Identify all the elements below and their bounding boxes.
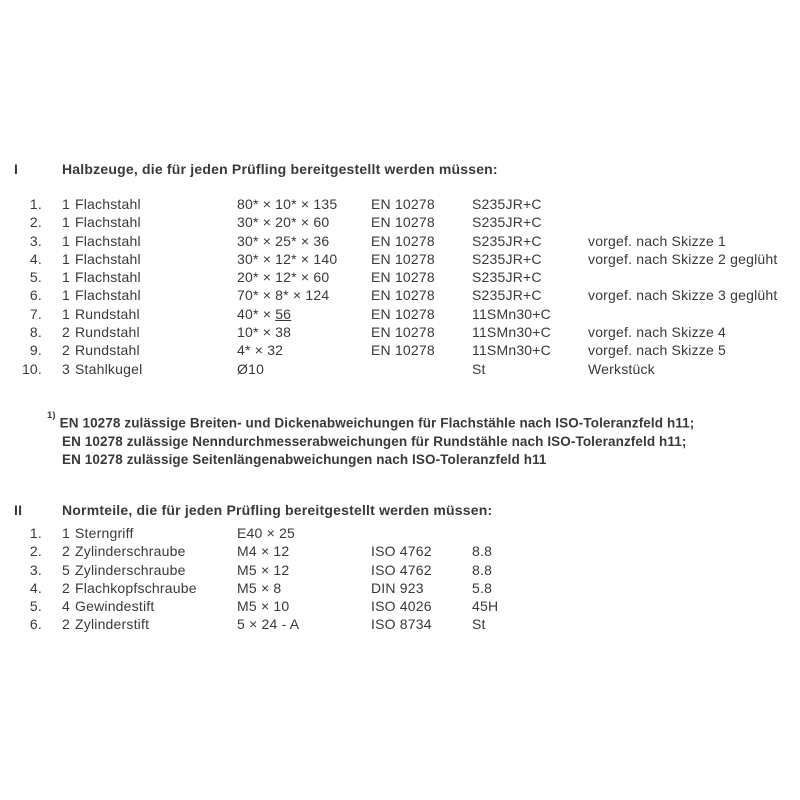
dimension-text: 5 × 24 - A [237,616,300,633]
material-cell: St [472,616,486,633]
row-number-cell: 7. [29,305,42,322]
item-cell [62,232,237,250]
note-cell [588,561,800,579]
note-cell: vorgef. nach Skizze 1 [588,232,727,249]
standard-cell: DIN 923 [371,579,424,596]
dimension-cell [237,341,371,359]
table-row [14,597,800,615]
row-number-cell: 10. [21,360,42,377]
item-name: Zylinderstift [75,616,150,633]
table-row [14,615,800,633]
item-name: Flachstahl [75,196,141,212]
dimension-cell [237,360,371,378]
quantity: 2 [62,324,70,341]
standard-cell: EN 10278 [371,232,435,249]
normteile-table [14,524,800,634]
dimension-cell [237,542,371,560]
note-cell: Werkstück [588,360,655,377]
dimension-text: 20* × 12* × 60 [237,269,330,286]
section1-heading [14,161,790,177]
note-cell [588,195,800,213]
quantity: 1 [62,305,70,322]
dimension-text: 80* × 10* × 135 [237,196,338,212]
material-cell: 5.8 [472,579,493,596]
row-number-cell: 9. [29,342,42,359]
material-cell: S235JR+C [472,214,542,231]
row-number-cell: 2. [29,543,42,560]
dimension-text: 4* × 32 [237,342,284,359]
item-cell [62,268,237,286]
table-row [14,360,800,378]
note-cell [588,542,800,560]
dimension-text: E40 × 25 [237,525,296,541]
quantity: 2 [62,616,70,633]
item-name: Rundstahl [75,305,140,322]
row-number-cell: 1. [29,196,42,212]
item-name: Gewindestift [75,598,155,615]
note-cell [588,213,800,231]
footnote-line [47,411,794,433]
dimension-text: 10* × 38 [237,324,292,341]
table-row [14,305,800,323]
standard-cell: ISO 4762 [371,543,432,560]
table-row [14,579,800,597]
quantity: 1 [62,269,70,286]
material-cell: 8.8 [472,543,493,560]
dimension-underlined: 56 [275,305,292,322]
dimension-cell [237,213,371,231]
halbzeuge-table [14,195,800,378]
note-cell [588,268,800,286]
material-cell: 11SMn30+C [472,324,551,341]
table-row [14,561,800,579]
item-cell [62,305,237,323]
item-name: Flachstahl [75,214,141,231]
dimension-text: 30* × 20* × 60 [237,214,330,231]
material-cell: 45H [472,598,499,615]
table-row [14,213,800,231]
quantity: 2 [62,579,70,596]
table-row [14,286,800,304]
note-cell [588,597,800,615]
section1-title: Halbzeuge, die für jeden Prüfling bereitgestellt werden müssen: [62,161,498,177]
dimension-cell [237,323,371,341]
standard-cell: EN 10278 [371,324,435,341]
item-cell [62,524,237,542]
note-cell [588,579,800,597]
standard-cell: EN 10278 [371,250,435,267]
table-row [14,542,800,560]
item-name: Rundstahl [75,324,140,341]
note-cell: vorgef. nach Skizze 2 geglüht [588,250,778,267]
material-cell: 8.8 [472,561,493,578]
footnote-line: EN 10278 zulässige Seitenlängenabweichungen nach ISO-Toleranzfeld h11 [62,451,547,467]
footnote-block [47,411,794,469]
row-number-cell: 4. [29,250,42,267]
material-cell: S235JR+C [472,232,542,249]
dimension-text: 30* × 25* × 36 [237,232,330,249]
dimension-cell [237,286,371,304]
quantity: 1 [62,287,70,304]
table-row [14,323,800,341]
dimension-cell [237,579,371,597]
table-row [14,232,800,250]
material-cell: S235JR+C [472,196,542,212]
dimension-text: M4 × 12 [237,543,290,560]
quantity: 5 [62,561,70,578]
item-name: Flachstahl [75,250,141,267]
item-cell [62,323,237,341]
standard-cell: EN 10278 [371,269,435,286]
section2-numeral: II [14,502,23,518]
material-cell: S235JR+C [472,250,542,267]
dimension-cell [237,597,371,615]
dimension-cell [237,195,371,213]
item-cell [62,597,237,615]
dimension-text: 70* × 8* × 124 [237,287,330,304]
quantity: 1 [62,250,70,267]
dimension-text: 30* × 12* × 140 [237,250,338,267]
row-number-cell: 2. [29,214,42,231]
standard-cell [371,524,472,542]
item-cell [62,561,237,579]
note-cell: vorgef. nach Skizze 3 geglüht [588,287,778,304]
dimension-text: Ø10 [237,360,265,377]
item-cell [62,250,237,268]
item-name: Zylinderschraube [75,543,186,560]
section2-heading [14,502,790,518]
dimension-cell [237,305,371,323]
item-cell [62,615,237,633]
row-number-cell: 3. [29,561,42,578]
standard-cell: EN 10278 [371,287,435,304]
item-name: Zylinderschraube [75,561,186,578]
item-cell [62,341,237,359]
quantity: 1 [62,525,70,541]
row-number-cell: 6. [29,287,42,304]
item-cell [62,195,237,213]
dimension-text: 40* × [237,305,276,322]
item-name: Rundstahl [75,342,140,359]
quantity: 2 [62,543,70,560]
table-row [14,268,800,286]
quantity: 3 [62,360,70,377]
note-cell [588,615,800,633]
item-name: Stahlkugel [75,360,143,377]
table-row [14,250,800,268]
note-cell [588,524,800,542]
item-cell [62,542,237,560]
quantity: 1 [62,232,70,249]
item-cell [62,579,237,597]
row-number-cell: 8. [29,324,42,341]
material-cell: 11SMn30+C [472,305,551,322]
table-row [14,524,800,542]
material-cell: 11SMn30+C [472,342,551,359]
material-cell: S235JR+C [472,269,542,286]
quantity: 4 [62,598,70,615]
section2-title: Normteile, die für jeden Prüfling bereitgestellt werden müssen: [62,502,493,518]
item-name: Flachkopfschraube [75,579,197,596]
footnote-marker: 1) [47,410,56,421]
dimension-cell [237,615,371,633]
dimension-cell [237,561,371,579]
item-cell [62,286,237,304]
dimension-cell [237,250,371,268]
standard-cell: EN 10278 [371,196,435,212]
footnote-text: EN 10278 zulässige Breiten- und Dickenabweichungen für Flachstähle nach ISO-Toleranzfeld h11; [59,415,695,431]
standard-cell: EN 10278 [371,305,435,322]
dimension-cell [237,268,371,286]
table-row [14,195,800,213]
item-cell [62,360,237,378]
footnote-line: EN 10278 zulässige Nenndurchmesserabweichungen für Rundstähle nach ISO-Toleranzfeld h11; [62,433,687,449]
quantity: 1 [62,214,70,231]
dimension-cell [237,232,371,250]
row-number-cell: 4. [29,579,42,596]
note-cell [588,305,800,323]
item-name: Flachstahl [75,269,141,286]
standard-cell [371,360,472,378]
material-cell: St [472,360,486,377]
section1-numeral: I [14,161,19,177]
row-number-cell: 5. [29,269,42,286]
material-cell: S235JR+C [472,287,542,304]
dimension-text: M5 × 8 [237,579,282,596]
row-number-cell: 3. [29,232,42,249]
item-name: Flachstahl [75,232,141,249]
material-cell [472,524,588,542]
row-number-cell: 1. [29,525,42,541]
dimension-cell [237,524,371,542]
standard-cell: EN 10278 [371,342,435,359]
row-number-cell: 5. [29,598,42,615]
dimension-text: M5 × 10 [237,598,290,615]
quantity: 1 [62,196,70,212]
row-number-cell: 6. [29,616,42,633]
standard-cell: ISO 4762 [371,561,432,578]
standard-cell: ISO 4026 [371,598,432,615]
item-cell [62,213,237,231]
table-row [14,341,800,359]
item-name: Flachstahl [75,287,141,304]
dimension-text: M5 × 12 [237,561,290,578]
note-cell: vorgef. nach Skizze 4 [588,324,727,341]
note-cell: vorgef. nach Skizze 5 [588,342,727,359]
standard-cell: EN 10278 [371,214,435,231]
standard-cell: ISO 8734 [371,616,432,633]
item-name: Sterngriff [75,525,134,541]
quantity: 2 [62,342,70,359]
